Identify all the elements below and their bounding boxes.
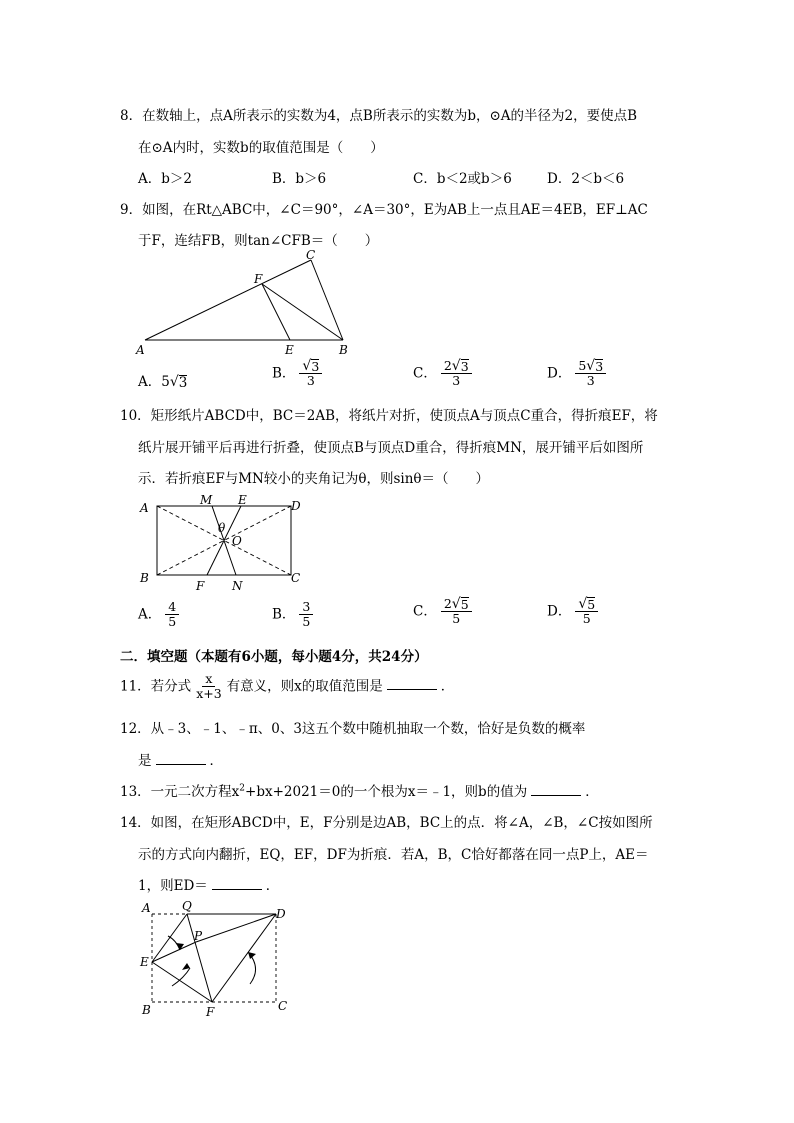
segment-qf <box>187 914 212 1002</box>
label-a: A <box>142 901 151 915</box>
label-d: D <box>291 499 301 513</box>
label-theta: θ <box>218 521 226 535</box>
q10-rectangle-figure <box>134 490 314 594</box>
q14-fold-figure <box>138 896 298 1020</box>
q14-line2: 示的方式向内翻折，EQ，EF，DF为折痕．若A，B，C恰好都落在同一点P上，AE＝ <box>138 847 649 863</box>
segment-cb <box>311 260 343 340</box>
label-a: A <box>140 501 149 515</box>
q14-answer-blank[interactable] <box>212 877 262 890</box>
q9-line1: 9．如图，在Rt△ABC中，∠C＝90°，∠A＝30°，E为AB上一点且AE＝4EB，EF⊥AC <box>120 202 648 218</box>
label-b: B <box>142 1003 151 1017</box>
segment-fb <box>262 284 343 340</box>
label-f: F <box>206 1005 215 1019</box>
fold-eq <box>152 914 187 962</box>
label-o: O <box>232 534 242 548</box>
q10-option-a: A． $\frac{4}{5}$ <box>138 600 179 630</box>
q8-option-c: C．b＜2或b＞6 <box>413 171 512 187</box>
q10-option-d: D． √ 5 5 <box>547 597 598 627</box>
fold-ef <box>152 962 212 1002</box>
label-b: B <box>140 571 149 585</box>
arrowhead-b <box>182 963 190 970</box>
q8-line2: 在⊙A内时，实数b的取值范围是（ ） <box>138 140 384 156</box>
q9-option-a: A．5 √ 3 <box>138 374 188 391</box>
label-c: C <box>291 571 301 585</box>
label-b: B <box>339 343 348 357</box>
q10-option-c: C． 2 √ 5 5 <box>413 597 472 627</box>
label-a: A <box>136 343 145 357</box>
q8-option-d: D．2＜b＜6 <box>547 171 625 187</box>
label-f: F <box>254 272 263 286</box>
label-q: Q <box>182 899 192 913</box>
fold-df <box>212 914 276 1002</box>
arrowhead-a <box>176 943 184 950</box>
q11: 11．若分式 $\frac{x}{x+3}$ 有意义，则x的取值范围是 ． <box>120 671 455 702</box>
q9-option-d: D． 5 √ 3 3 <box>547 359 606 389</box>
q10-option-b: B． $\frac{3}{5}$ <box>272 600 313 630</box>
section-2-heading: 二．填空题（本题有6小题，每小题4分，共24分） <box>120 649 428 665</box>
q11-answer-blank[interactable] <box>387 677 437 690</box>
q14-line1: 14．如图，在矩形ABCD中，E，F分别是边AB，BC上的点．将∠A，∠B，∠C按如图所 <box>120 815 653 831</box>
q14-line3: 1，则ED＝ ． <box>138 878 280 894</box>
segment-fe <box>262 284 290 340</box>
label-c: C <box>306 248 316 262</box>
q8-option-b: B．b＞6 <box>272 171 327 187</box>
q13-answer-blank[interactable] <box>531 783 581 796</box>
label-e: E <box>285 343 294 357</box>
q12-line2: 是 ． <box>138 753 223 769</box>
q10-line2: 纸片展开铺平后再进行折叠，使顶点B与顶点D重合，得折痕MN，展开铺平后如图所 <box>138 440 644 456</box>
q10-line3: 示．若折痕EF与MN较小的夹角记为θ，则sinθ＝（ ） <box>138 471 490 487</box>
q12-line1: 12．从﹣3、﹣1、﹣π、0、3这五个数中随机抽取一个数，恰好是负数的概率 <box>120 721 586 737</box>
q9-line2: 于F，连结FB，则tan∠CFB＝（ ） <box>138 233 379 249</box>
label-p: P <box>194 929 203 943</box>
q9-triangle-figure <box>130 248 370 360</box>
segment-ac <box>145 260 311 340</box>
label-n: N <box>232 579 243 593</box>
label-m: M <box>200 493 213 507</box>
label-c: C <box>278 999 288 1013</box>
label-e: E <box>140 955 149 969</box>
q13: 13．一元二次方程$x^2+bx+2021=0$的一个根为x＝﹣1，则b的值为 ． <box>120 783 599 800</box>
segment-ep <box>152 942 196 962</box>
q9-option-b: B． √ 3 3 <box>272 359 322 389</box>
q8-line1: 8．在数轴上，点A所表示的实数为4，点B所表示的实数为b，⊙A的半径为2，要使点B <box>120 108 638 124</box>
q10-line1: 10．矩形纸片ABCD中，BC＝2AB，将纸片对折，使顶点A与顶点C重合，得折痕EF，将 <box>120 408 658 424</box>
segment-pd <box>196 914 276 942</box>
label-e: E <box>238 493 247 507</box>
q12-answer-blank[interactable] <box>156 752 206 765</box>
q9-option-c: C． 2 √ 3 3 <box>413 359 472 389</box>
label-d: D <box>276 907 286 921</box>
label-f: F <box>196 579 205 593</box>
q8-option-a: A．b＞2 <box>138 171 192 187</box>
